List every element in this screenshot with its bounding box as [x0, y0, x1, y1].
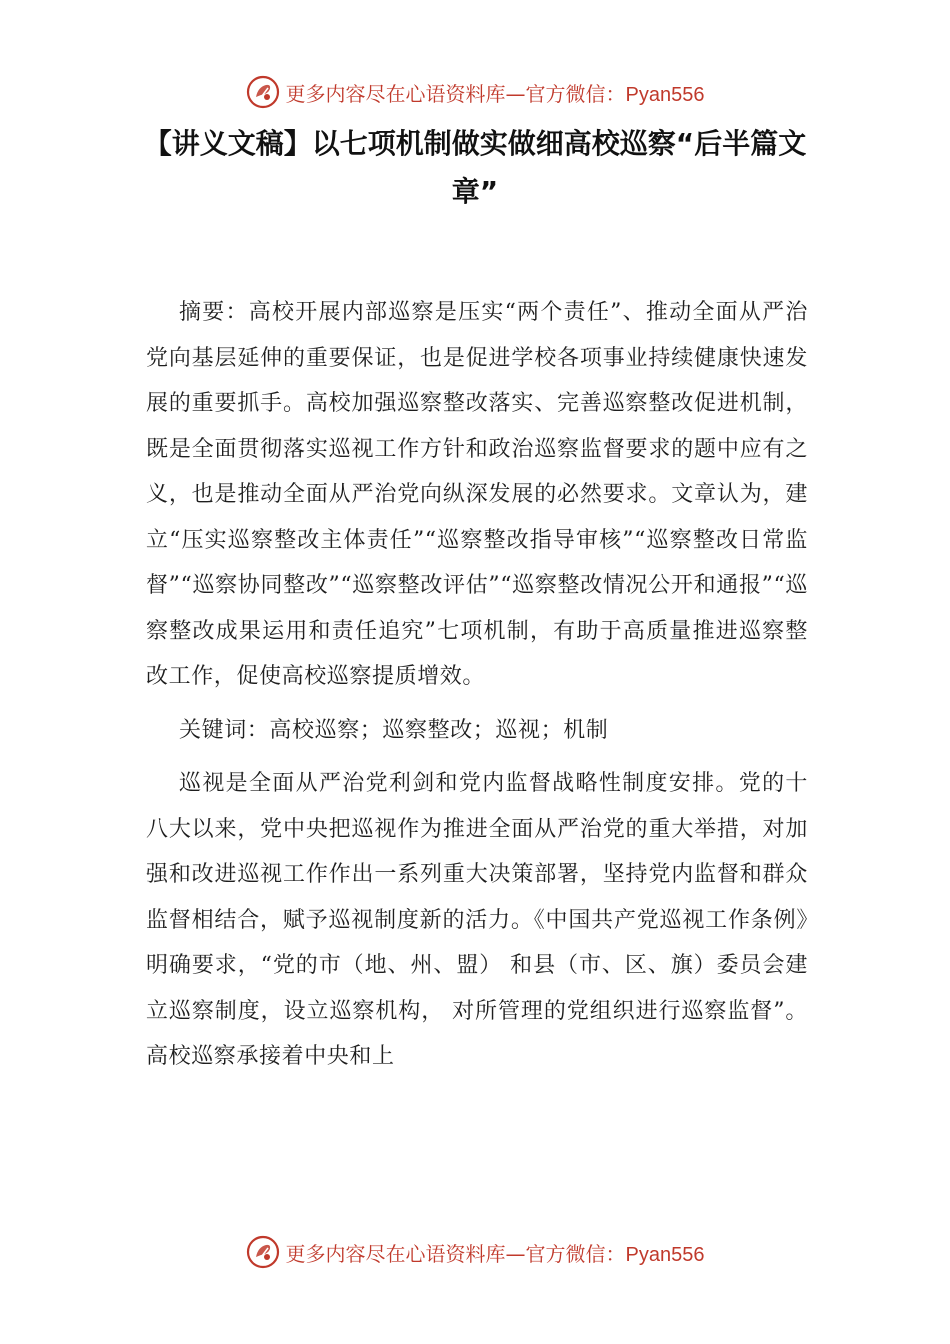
header-watermark [0, 72, 950, 112]
watermark-text [286, 78, 705, 107]
document-title: 【讲义文稿】以七项机制做实做细高校巡察“后半篇文章” [143, 127, 807, 208]
watermark-label: 更多内容尽在心语资料库 [285, 1241, 506, 1266]
watermark-wechat-id: Pyan556 [625, 83, 705, 106]
body-paragraph: 巡视是全面从严治党利剑和党内监督战略性制度安排。党的十八大以来，党中央把巡视作为推进全面从严治党的重大举措，对加强和改进巡视工作作出一系列重大决策部署，坚持党内监督和群众监督相结合，赋予巡视制度新的活力。《中国共产党巡视工作条例》明确要求，“党的市（地、州、盟） 和县（市、区、旗）委员会建立巡察制度，设立巡察机构， 对所管理的党组织进行巡察监督”。高校巡察承接着中央和上 [146, 771, 808, 1069]
watermark-wechat-id: Pyan556 [625, 1243, 705, 1266]
wechat-logo-icon [246, 1235, 280, 1269]
document-body [146, 290, 808, 1088]
watermark-label: 更多内容尽在心语资料库 [285, 81, 506, 106]
watermark-separator: —官方微信： [505, 1241, 626, 1266]
watermark-separator: —官方微信： [505, 81, 626, 106]
abstract-paragraph: 摘要：高校开展内部巡察是压实“两个责任”、推动全面从严治党向基层延伸的重要保证，也是促进学校各项事业持续健康快速发展的重要抓手。高校加强巡察整改落实、完善巡察整改促进机制，既是全面贯彻落实巡视工作方针和政治巡察监督要求的题中应有之义，也是推动全面从严治党向纵深发展的必然要求。文章认为，建立“压实巡察整改主体责任”“巡察整改指导审核”“巡察整改日常监督”“巡察协同整改”“巡察整改评估”“巡察整改情况公开和通报”“巡察整改成果运用和责任追究”七项机制，有助于高质量推进巡察整改工作，促使高校巡察提质增效。 [146, 300, 808, 689]
keywords-paragraph: 关键词：高校巡察；巡察整改；巡视；机制 [179, 717, 609, 743]
footer-watermark [0, 1232, 950, 1272]
wechat-logo-icon [246, 75, 280, 109]
watermark-text [286, 1238, 705, 1267]
